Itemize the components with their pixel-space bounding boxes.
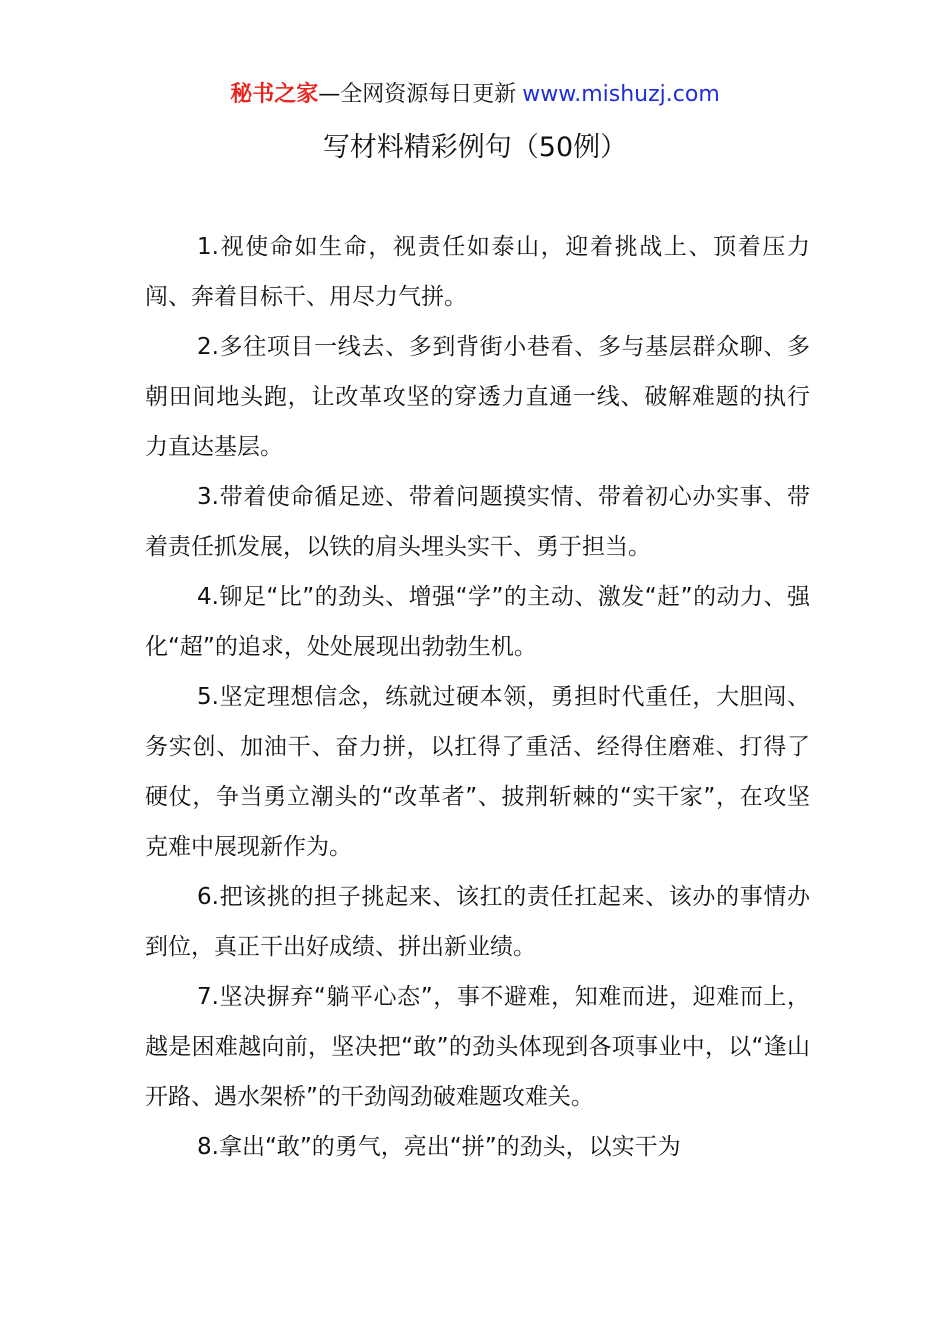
site-tagline: —全网资源每日更新 — [318, 82, 517, 107]
paragraph-2: 2.多往项目一线去、多到背街小巷看、多与基层群众聊、多朝田间地头跑，让改革攻坚的穿透力直通一线、破解难题的执行力直达基层。 — [145, 334, 810, 460]
paragraph-6: 6.把该挑的担子挑起来、该扛的责任扛起来、该办的事情办到位，真正干出好成绩、拼出新业绩。 — [145, 884, 810, 960]
paragraph-3: 3.带着使命循足迹、带着问题摸实情、带着初心办实事、带着责任抓发展，以铁的肩头埋头实干、勇于担当。 — [145, 484, 810, 560]
document-body — [145, 222, 810, 1172]
paragraph-8: 8.拿出“敢”的勇气，亮出“拼”的劲头，以实干为 — [197, 1134, 681, 1160]
paragraph-1: 1.视使命如生命，视责任如泰山，迎着挑战上、顶着压力闯、奔着目标干、用尽力气拼。 — [145, 234, 810, 310]
paragraph-4: 4.铆足“比”的劲头、增强“学”的主动、激发“赶”的动力、强化“超”的追求，处处展现出勃勃生机。 — [145, 584, 810, 660]
document-title: 写材料精彩例句（50例） — [322, 132, 628, 163]
site-header — [0, 80, 950, 110]
site-brand: 秘书之家 — [230, 82, 319, 107]
paragraph-5: 5.坚定理想信念，练就过硬本领，勇担时代重任，大胆闯、务实创、加油干、奋力拼，以扛得了重活、经得住磨难、打得了硬仗，争当勇立潮头的“改革者”、披荆斩棘的“实干家”，在攻坚克难中展现新作为。 — [145, 684, 810, 860]
paragraph-7: 7.坚决摒弃“躺平心态”，事不避难，知难而进，迎难而上，越是困难越向前，坚决把“敢”的劲头体现到各项事业中，以“逢山开路、遇水架桥”的干劲闯劲破难题攻难关。 — [145, 984, 810, 1110]
site-url-link[interactable]: www.mishuzj.com — [522, 82, 720, 107]
